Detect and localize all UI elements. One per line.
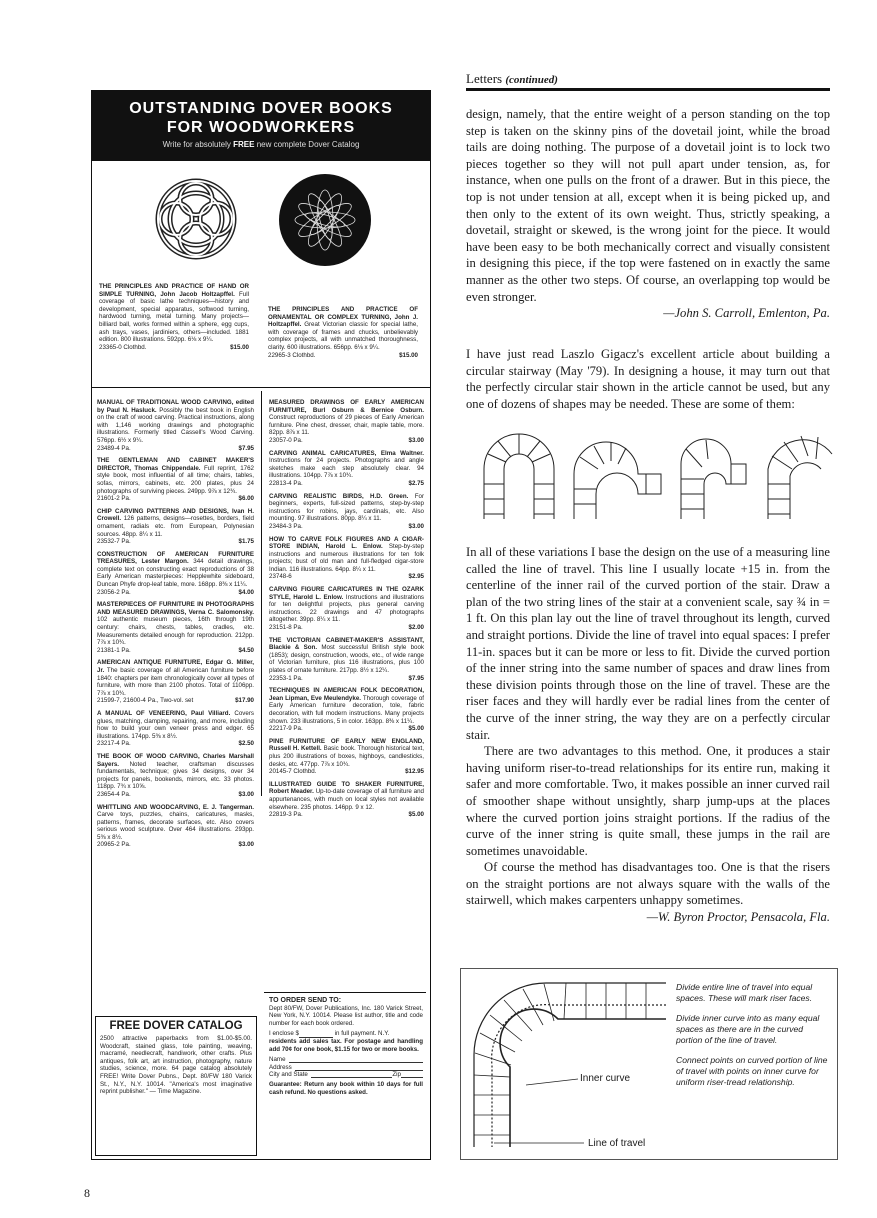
book-title: MASTERPIECES OF FURNITURE IN PHOTOGRAPHS AND MEASURED DRAWINGS, Verna C. Salomonsky. [97,601,254,616]
ad-divider [92,387,430,388]
book-price: $12.95 [405,768,424,776]
left-book-list [97,399,254,849]
book-entry [97,399,254,452]
book-description: Instructions and illustrations for ten delightful projects, plus general carving instructions. 22 drawings and 47 photographs altogether. 39pp. 8¼ x 11. [269,593,424,624]
tax-note: residents add sales tax. For postage and handling add 70¢ for one book, $1.15 for two or more books. [269,1037,423,1053]
featured-book-1 [99,283,249,351]
letters-label: Letters [466,71,503,86]
ad-subtitle-post: new complete Dover Catalog [256,140,360,149]
book-entry [269,586,424,632]
letters-header [466,71,558,87]
letter-carroll-text: design, namely, that the entire weight of a person standing on the top step is taken on the skinny pins of the dovetail joint, while the broad tails are doing nothing. The purpose of a dovetail joint is to lock two pieces together so they will not pull apart under tension, as, for instance, when one pulls on the front of a drawer. But in this piece, the top is not under tension at all, except when it is being picked up, and then only to the extent of its own weight. Thus, strictly speaking, a dovetail, straight or skewed, is the wrong joint for the piece. It would have been easy to be both mechanically correct and visually consistent in designing this piece, if the top were fastened on in exactly the same manner as the other two steps. Of course, an overlapping top would be even stronger. [466,107,830,304]
book-price: $7.95 [408,674,424,682]
book-price: $2.50 [238,740,254,748]
free-catalog-box [95,1016,257,1156]
knot-turning-image [152,175,240,263]
book-description: Carve toys, puzzles, chains, caricatures, masks, patterns, frames, decorate surfaces, etc. Also covers serious wood sculpture. Over 464 illustrations. 293pp. 5⅜ x 8½. [97,811,254,841]
name-label: Name [269,1056,286,1064]
letter-carroll [466,106,830,322]
enclose-line [269,1030,423,1038]
letter-proctor-p4-text: Of course the method has disadvantages too. One is that the risers on the straight portions are not always square with the walls of the stairwell, which makes carpenters unhappy sometimes. [466,860,830,908]
book-entry [269,637,424,683]
address-row [269,1064,423,1072]
book-description: Noted teacher, craftsman discusses fundamentals, technique; gives 34 designs, over 34 projects for panels, bookends, mirrors, etc. 33 photos. 118pp. 7¾ x 10⅝. [97,760,254,791]
letter-carroll-signature: —John S. Carroll, Emlenton, Pa. [663,306,830,321]
book-entry [269,536,424,582]
book-title: PINE FURNITURE OF EARLY NEW ENGLAND, Russell H. Kettell. [269,737,424,753]
book-code: 23056-2 Pa. [97,588,131,596]
name-field[interactable] [289,1056,423,1063]
book-code: 23151-8 Pa. [269,624,303,632]
book-title: THE BOOK OF WOOD CARVING, Charles Marshall Sayers. [97,752,254,768]
catalog-title: FREE DOVER CATALOG [109,1020,243,1032]
book-price: $7.95 [238,444,254,452]
stair-plan-drawing [466,975,674,1155]
enclose-pre: I enclose $ [269,1030,299,1038]
book-entry [269,738,424,776]
book-price: $3.00 [408,522,424,530]
book-code: 22353-1 Pa. [269,674,303,682]
letters-continued: (continued) [505,74,558,86]
book-code: 22813-4 Pa. [269,479,303,487]
book-title: MEASURED DRAWINGS OF EARLY AMERICAN FURNITURE, Burl Osburn & Bernice Osburn. [269,399,424,414]
book-title: THE PRINCIPLES AND PRACTICE OF ORNAMENTAL OR COMPLEX TURNING, John J. Holtzapffel. [268,306,418,329]
letter-proctor-signature: —W. Byron Proctor, Pensacola, Fla. [646,910,830,925]
ad-column-divider [261,391,262,796]
book-title: CARVING REALISTIC BIRDS, H.D. Green. [269,492,409,500]
book-description: 344 detail drawings, complete text on constructing exact reproductions of 38 Early American masterpieces: Hepplewhite sideboard, Duncan Phyfe drop-leaf table, more. 168pp. 8⅜ x 11¼. [97,558,254,589]
book-title: ILLUSTRATED GUIDE TO SHAKER FURNITURE, Robert Meader. [269,780,424,796]
diagram-captions [676,982,828,1088]
page-number: 8 [84,1186,90,1200]
book-entry [269,687,424,733]
enclose-post: in full payment. N.Y. [334,1030,390,1038]
book-code: 23532-7 Pa. [97,538,131,546]
name-row [269,1056,423,1064]
book-entry [97,601,254,654]
book-entry [97,659,254,705]
book-title: HOW TO CARVE FOLK FIGURES AND A CIGAR-STORE INDIAN, Harold L. Enlow. [269,535,424,551]
line-of-travel-label: Line of travel [588,1138,646,1149]
book-entry [97,804,254,850]
city-field[interactable] [311,1071,393,1078]
book-code: 23654-4 Pa. [97,790,131,798]
book-description: Basic book. Thorough historical text, plus 200 illustrations of boxes, highboys, candlesticks, desks, etc. 477pp. 7⅞ x 10¾. [269,745,424,768]
caption-2: Divide inner curve into as many equal spaces as there are in the curved portion of the line of travel. [676,1013,820,1045]
book-title: MANUAL OF TRADITIONAL WOOD CARVING, edited by Paul N. Hasluck. [97,399,254,414]
book-title: THE PRINCIPLES AND PRACTICE OF HAND OR SIMPLE TURNING, John Jacob Holtzapffel. [99,283,249,298]
ad-title-line1: OUTSTANDING DOVER BOOKS [129,100,393,117]
order-divider [264,992,426,993]
book-description: 102 authentic museum pieces, 16th through 19th century: chairs, chests, tables, cradles, etc. Measurements detailed enough for reproduction. 212pp. 7⅞ x 10¾. [97,616,254,647]
book-entry [269,493,424,531]
ad-subtitle-pre: Write for absolutely [162,140,231,149]
book-description: Most successful British style book (1853); design, construction, woods, etc., of wide range of Victorian furniture, plus 116 illustrations, plus 100 plates of ornate furniture. 217pp. 8½ x 12¼. [269,644,424,674]
letter-proctor-p4 [466,859,830,925]
ad-subtitle [92,140,430,149]
book-code: 23057-0 Pa. [269,436,303,444]
book-description: The basic coverage of all American furniture before 1840: chapters per item chronologically cover all types of furniture, with more than 2100 photos. Total of 1106pp. 7⅞ x 10¾. [97,667,255,697]
book-price: $3.00 [408,436,424,444]
guarantee: Guarantee: Return any book within 10 days for full cash refund. No questions asked. [269,1080,423,1096]
book-title: CONSTRUCTION OF AMERICAN FURNITURE TREASURES, Lester Margon. [97,550,254,566]
letter-proctor-p2: In all of these variations I base the design on the use of a measuring line called the line of travel. This line I usually locate +15 in. from the centerline of the inner rail of the curved portion of the stair. Draw a plan of the two string lines of the stair at a convenient scale, say ¾ in = 1 ft. On this plan lay out the line of travel throughout its length, curved and straight portions. Divide the line of travel into equal spaces: I prefer 11-in. spaces but it can be more or less to fit. Divide the curved portion of the inner string into the same number of spaces and draw lines from these division points through those on the line of travel. These are the riser faces and they will hardly ever be radial lines from the center of the curve of the inner string, the way they are on a perfectly circular stair. [466,545,830,742]
book-price: $4.50 [238,646,254,654]
book-title: A MANUAL OF VENEERING, Paul Villiard. [97,709,231,717]
book-description: For beginners, experts, full-sized patterns, step-by-step instructions for robins, jays, cardinals, etc. Also mounting. 97 illustrations. 80pp. 8¼ x 11. [269,492,424,523]
book-entry [97,508,254,546]
book-description: Thorough coverage of Early American furniture decoration, tole, fabric decoration, with full modern instructions. Many projects shown. 233 illustrations, 5 in color. 163pp. 8⅜ x 11¼. [269,694,424,725]
book-price: $1.75 [238,538,254,546]
book-code: 23489-4 Pa. [97,444,131,452]
book-price: $6.00 [238,495,254,503]
book-entry [97,457,254,503]
city-label: City and State [269,1071,308,1079]
book-title: THE GENTLEMAN AND CABINET MAKER'S DIRECTOR, Thomas Chippendale. [97,457,254,472]
order-title: TO ORDER SEND TO: [269,997,342,1004]
stair-shapes-figure [476,424,836,524]
book-price: $3.00 [238,841,254,849]
book-title: TECHNIQUES IN AMERICAN FOLK DECORATION, Jean Lipman, Eve Meulendyke. [269,687,424,702]
book-description: Instructions for 24 projects. Photographs and angle sketches make each step absolutely clear. 94 illustrations. 104pp. 7⅞ x 10¾. [269,457,424,480]
caption-1: Divide entire line of travel into equal spaces. These will mark riser faces. [676,982,813,1003]
order-address: Dept 80/FW, Dover Publications, Inc. 180 Varick Street, New York, N.Y. 10014. Please list author, title and code number for each book ordered. [269,1004,423,1027]
book-price: $3.00 [238,790,254,798]
inner-curve-label: Inner curve [580,1073,631,1084]
book-code: 20145-7 Clothbd. [269,768,317,776]
book-description: 126 patterns, designs—rosettes, borders, field ornament, radials etc. from European, Polynesian sources. 48pp. 8¼ x 11. [97,515,254,538]
ornamental-turning-image [278,173,372,267]
letter-proctor-body [466,544,830,926]
caption-3: Connect points on curved portion of line of travel with points on inner curve for uniform riser-tread relationship. [676,1055,828,1087]
book-entry [97,551,254,597]
book-code: 21381-1 Pa. [97,646,131,654]
header-rule [466,88,830,91]
book-code: 21599-7, 21600-4 Pa., Two-vol. set [97,697,194,705]
address-label: Address [269,1063,292,1071]
ad-header [92,91,430,161]
book-description: Step-by-step instructions and numerous illustrations for ten folk projects; bust of old man and full-fledged cigar-store Indian. 116 illustrations. 64pp. 8¼ x 11. [269,543,424,573]
zip-label: Zip [392,1071,401,1079]
book-description: Construct reproductions of 29 pieces of Early American furniture. Pine chest, dresser, chair, maple table, more. 82pp. 8⅞ x 11. [269,414,424,437]
letter-proctor-intro: I have just read Laszlo Gigacz's excellent article about building a circular stairway (May '79). In designing a house, it may turn out that the perfectly circular stair shown in the article cannot be used, but any one of dozens of shapes may be needed. These are some of them: [466,347,830,411]
book-entry [269,781,424,819]
ad-subtitle-free: FREE [233,140,255,149]
book-entry [97,710,254,748]
featured-book-2 [268,306,418,359]
book-code: 23484-3 Pa. [269,522,303,530]
book-entry [269,399,424,445]
ad-title-line2: FOR WOODWORKERS [166,119,356,136]
book-title: CARVING FIGURE CARICATURES IN THE OZARK STYLE, Harold L. Enlow. [269,586,424,601]
book-code: 20965-2 Pa. [97,841,131,849]
book-entry [97,753,254,799]
book-code: 22819-3 Pa. [269,811,303,819]
city-row [269,1071,423,1079]
book-title: AMERICAN ANTIQUE FURNITURE, Edgar G. Miller, Jr. [97,659,254,674]
book-code: 23217-4 Pa. [97,740,131,748]
book-price: $15.00 [399,351,418,359]
book-code: 21601-2 Pa. [97,495,131,503]
catalog-text: 2500 attractive paperbacks from $1.00-$5.00. Woodcraft, stained glass, tole painting, weaving, macramé, needlecraft, handiwork, other crafts. Plus antiques, folk art, art instruction, photography, nature studies, science, more. 64 page catalog absolutely FREE! Write Dover Pubns., Dept. 80/FW 180 Varick St., N.Y., N.Y. 10014. "America's most imaginative reprint publisher." — Time Magazine. [100,1035,252,1096]
book-code: 23365-0 Clothbd. [99,343,147,351]
book-title: CHIP CARVING PATTERNS AND DESIGNS, Ivan H. Crowell. [97,507,254,523]
book-price: $2.95 [408,573,424,581]
book-price: $17.90 [235,697,254,705]
book-description: Full coverage of basic lathe techniques—history and development, special apparatus, softwood turning, hardwood turning, metal turning. Many projects—billiard ball, works formed within a sphere, egg cups, ash trays, vases, jardiniers, others—included. 1881 edition. 800 illustrations. 592pp. 6⅛ x 9¼. [99,290,249,344]
book-price: $5.00 [408,811,424,819]
book-price: $4.00 [238,588,254,596]
dover-advertisement [91,90,431,1160]
book-description: Possibly the best book in English on the craft of wood carving. Practical instructions, along with 1,146 working drawings and photographic illustrations. Formerly titled Cassell's Wood Carving. 576pp. 6½ x 9¼. [97,406,254,444]
book-code: 23748-6 [269,573,292,581]
letter-proctor-p3: There are two advantages to this method. One, it produces a stair having uniform riser-to-tread relationships for its entire run, making it safer and more comfortable. Two, it makes possible an inner curved rail of smoother shape without unsightly, sharp jump-ups at the places where the curved portion joins straight portions. If the radius of the curve of the inner string is quite small, these jumps in the rail are sometimes unavoidable. [466,744,830,858]
book-description: Full reprint, 1762 style book, most influential of all time; chairs, tables, sofas, mirrors, cabinets, etc. 200 plates, plus 24 photographs of surviving pieces. 249pp. 9⅞ x 12¾. [97,464,254,495]
order-form [269,997,423,1096]
book-title: CARVING ANIMAL CARICATURES, Elma Waltner. [269,449,424,457]
book-price: $2.75 [408,479,424,487]
book-price: $5.00 [408,725,424,733]
book-code: 22217-9 Pa. [269,725,303,733]
book-price: $15.00 [230,343,249,351]
book-title: WHITTLING AND WOODCARVING, E. J. Tangerman. [97,803,254,811]
book-description: Up-to-date coverage of all furniture and appurtenances, with much on local styles not available elsewhere. 235 photos. 146pp. 9 x 12. [269,788,424,811]
book-title: THE VICTORIAN CABINET-MAKER'S ASSISTANT, Blackie & Son. [269,636,424,652]
zip-field[interactable] [401,1071,423,1078]
right-book-list [269,399,424,819]
book-description: Great Victorian classic for special lathe, with coverage of frames and chucks, unbelievably complex projects, all with unmatched thoroughness, clarity. 600 illustrations. 656pp. 6⅛ x 9¼. [268,321,418,351]
address-field[interactable] [295,1064,423,1071]
amount-field[interactable] [299,1031,333,1038]
book-code: 22965-3 Clothbd. [268,351,316,359]
book-entry [269,450,424,488]
book-price: $2.00 [408,624,424,632]
book-description: Covers glues, matching, clamping, repairing, and more, including how to build your own veneer press and edger. 65 illustrations. 174pp. 5⅜ x 8½. [97,709,254,740]
